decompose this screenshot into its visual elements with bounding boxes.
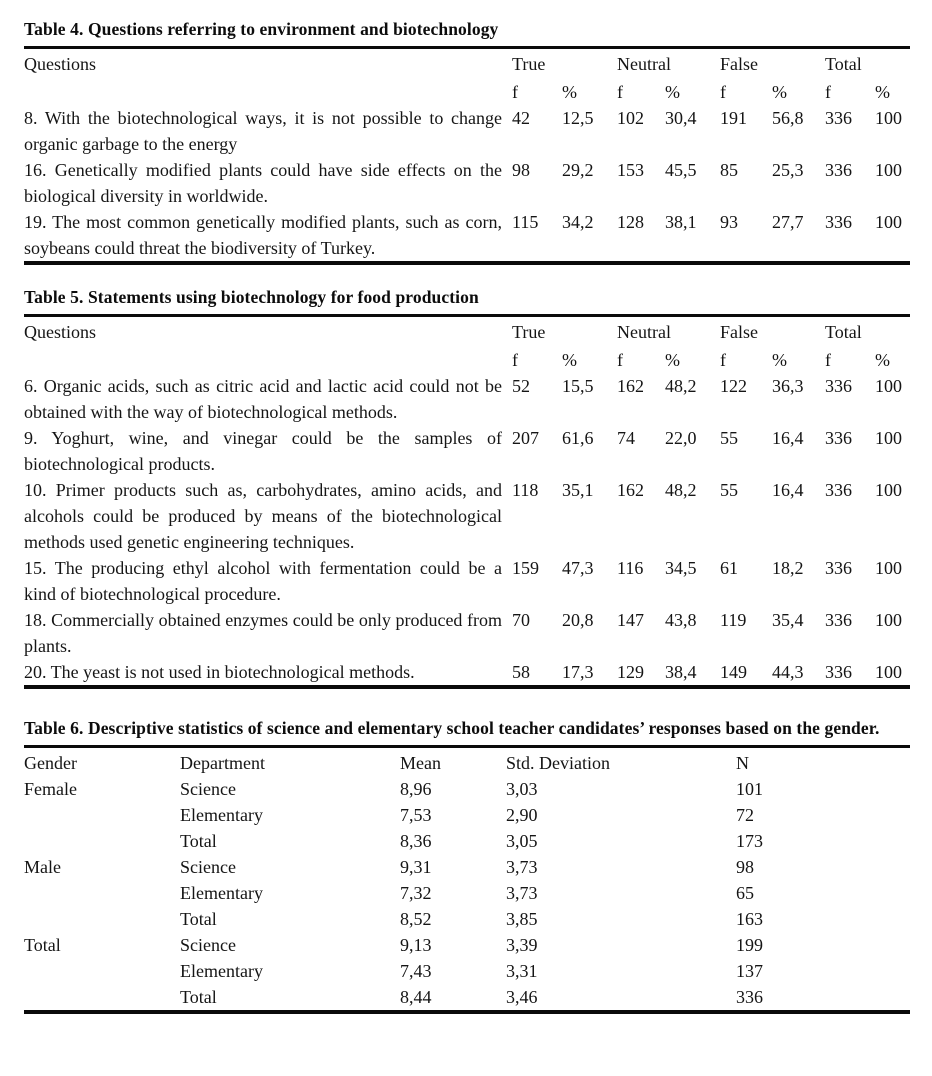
table5-subheader-pct2: % [665,350,681,370]
value-cell: 100 [875,558,903,578]
table6-header-std-deviation: Std. Deviation [506,753,610,773]
value-cell: 45,5 [665,160,697,180]
table5-subheader-pct1: % [562,350,577,370]
question-cell: 10. Primer products such as, carbohydrates, amino acids, and alcohols could be produced by means of the biotechnological methods used genetic engineering techniques. [24,480,502,552]
table6-title: Table 6. Descriptive statistics of science and elementary school teacher candidates’ responses based on the gender. [24,718,880,738]
gender-cell: Total [24,935,61,955]
gender-cell: Male [24,857,61,877]
value-cell: 207 [512,428,539,448]
std-deviation-cell: 3,73 [506,857,538,877]
value-cell: 128 [617,212,645,232]
value-cell: 100 [875,376,903,396]
department-cell: Elementary [180,883,263,903]
table-row [24,906,910,932]
value-cell: 115 [512,212,539,232]
value-cell: 159 [512,558,539,578]
table-row [24,659,910,687]
table-row [24,373,910,425]
table-row [24,828,910,854]
table-row [24,880,910,906]
question-cell: 15. The producing ethyl alcohol with fermentation could be a kind of biotechnological procedure. [24,558,502,604]
table6-header-n: N [736,753,749,773]
value-cell: 29,2 [562,160,594,180]
value-cell: 336 [825,376,853,396]
question-cell: 19. The most common genetically modified plants, such as corn, soybeans could threat the biodiversity of Turkey. [24,212,502,258]
value-cell: 336 [825,160,853,180]
value-cell: 47,3 [562,558,594,578]
table4-group-false: False [720,54,759,74]
table4-group-header-row [24,48,910,78]
table-row [24,425,910,477]
table4-title: Table 4. Questions referring to environment and biotechnology [24,19,499,39]
gender-cell [24,958,180,984]
mean-cell: 8,44 [400,987,432,1007]
table5-group-neutral: Neutral [617,322,671,342]
department-cell: Elementary [180,961,263,981]
value-cell: 336 [825,480,853,500]
value-cell: 35,4 [772,610,804,630]
value-cell: 336 [825,662,853,682]
n-cell: 173 [736,831,763,851]
table4-group-neutral: Neutral [617,54,671,74]
value-cell: 61,6 [562,428,594,448]
value-cell: 100 [875,108,903,128]
table-row [24,209,910,263]
mean-cell: 9,31 [400,857,432,877]
table5-subheader-pct4: % [875,350,891,370]
value-cell: 336 [825,108,853,128]
n-cell: 163 [736,909,763,929]
table4-subheader-f2: f [617,82,624,102]
table5-subheader-f4: f [825,350,832,370]
value-cell: 12,5 [562,108,594,128]
table4 [24,46,910,265]
mean-cell: 8,36 [400,831,432,851]
table5-questions-header: Questions [24,322,96,342]
value-cell: 118 [512,480,539,500]
question-cell: 9. Yoghurt, wine, and vinegar could be the samples of biotechnological products. [24,428,502,474]
question-cell: 18. Commercially obtained enzymes could be only produced from plants. [24,610,502,656]
table4-subheader-pct3: % [772,82,788,102]
mean-cell: 8,96 [400,779,432,799]
value-cell: 129 [617,662,645,682]
n-cell: 101 [736,779,763,799]
value-cell: 35,1 [562,480,594,500]
table6 [24,745,910,1014]
value-cell: 336 [825,428,853,448]
value-cell: 61 [720,558,739,578]
value-cell: 98 [512,160,530,180]
gender-cell: Female [24,779,77,799]
std-deviation-cell: 3,03 [506,779,538,799]
table-row [24,854,910,880]
value-cell: 36,3 [772,376,804,396]
table4-subheader-f3: f [720,82,727,102]
table4-subheader-f4: f [825,82,832,102]
table-row [24,932,910,958]
value-cell: 102 [617,108,645,128]
std-deviation-cell: 3,85 [506,909,538,929]
department-cell: Elementary [180,805,263,825]
table5-group-true: True [512,322,546,342]
table-row [24,607,910,659]
gender-cell [24,828,180,854]
table4-subheader-f1: f [512,82,518,102]
value-cell: 30,4 [665,108,697,128]
std-deviation-cell: 2,90 [506,805,538,825]
table-row [24,555,910,607]
std-deviation-cell: 3,73 [506,883,538,903]
question-cell: 6. Organic acids, such as citric acid and lactic acid could not be obtained with the way of biotechnological methods. [24,376,502,422]
n-cell: 98 [736,857,754,877]
department-cell: Science [180,779,236,799]
department-cell: Science [180,935,236,955]
gender-cell [24,906,180,932]
value-cell: 336 [825,212,853,232]
table-row [24,477,910,555]
value-cell: 18,2 [772,558,804,578]
value-cell: 74 [617,428,636,448]
value-cell: 153 [617,160,645,180]
value-cell: 149 [720,662,748,682]
value-cell: 48,2 [665,480,697,500]
value-cell: 55 [720,480,739,500]
value-cell: 16,4 [772,428,804,448]
table4-subheader-pct1: % [562,82,577,102]
department-cell: Science [180,857,236,877]
table-row [24,776,910,802]
value-cell: 58 [512,662,530,682]
department-cell: Total [180,987,217,1007]
table4-group-true: True [512,54,546,74]
value-cell: 100 [875,160,903,180]
value-cell: 34,2 [562,212,594,232]
table5-group-header-row [24,316,910,346]
n-cell: 65 [736,883,754,903]
mean-cell: 7,53 [400,805,432,825]
department-cell: Total [180,831,217,851]
table-row [24,802,910,828]
table5-subheader-f3: f [720,350,727,370]
value-cell: 44,3 [772,662,804,682]
table4-empty-header-cell [24,77,512,105]
value-cell: 43,8 [665,610,697,630]
table5-subheader-pct3: % [772,350,788,370]
table5-group-false: False [720,322,759,342]
n-cell: 336 [736,987,763,1007]
table4-questions-header: Questions [24,54,96,74]
value-cell: 100 [875,662,903,682]
std-deviation-cell: 3,05 [506,831,538,851]
value-cell: 116 [617,558,644,578]
value-cell: 17,3 [562,662,594,682]
gender-cell [24,880,180,906]
value-cell: 147 [617,610,645,630]
value-cell: 20,8 [562,610,594,630]
question-cell: 16. Genetically modified plants could have side effects on the biological diversity in worldwide. [24,160,502,206]
value-cell: 162 [617,376,645,396]
gender-cell [24,984,180,1012]
value-cell: 42 [512,108,530,128]
table6-header-gender: Gender [24,753,77,773]
mean-cell: 7,32 [400,883,432,903]
n-cell: 137 [736,961,763,981]
value-cell: 15,5 [562,376,594,396]
table5 [24,314,910,689]
n-cell: 72 [736,805,754,825]
mean-cell: 9,13 [400,935,432,955]
value-cell: 34,5 [665,558,697,578]
value-cell: 56,8 [772,108,804,128]
table-row [24,157,910,209]
value-cell: 22,0 [665,428,697,448]
value-cell: 55 [720,428,739,448]
mean-cell: 7,43 [400,961,432,981]
table4-subheader-row [24,77,910,105]
table4-subheader-pct4: % [875,82,891,102]
table5-subheader-f1: f [512,350,518,370]
value-cell: 16,4 [772,480,804,500]
value-cell: 27,7 [772,212,804,232]
table4-subheader-pct2: % [665,82,681,102]
value-cell: 119 [720,610,747,630]
table5-subheader-row [24,345,910,373]
value-cell: 48,2 [665,376,697,396]
value-cell: 38,1 [665,212,697,232]
n-cell: 199 [736,935,763,955]
value-cell: 162 [617,480,645,500]
value-cell: 191 [720,108,748,128]
question-cell: 8. With the biotechnological ways, it is not possible to change organic garbage to the energy [24,108,502,154]
department-cell: Total [180,909,217,929]
value-cell: 336 [825,610,853,630]
value-cell: 25,3 [772,160,804,180]
mean-cell: 8,52 [400,909,432,929]
value-cell: 100 [875,480,903,500]
value-cell: 100 [875,212,903,232]
table5-group-total: Total [825,322,862,342]
value-cell: 100 [875,428,903,448]
table-row [24,984,910,1012]
question-cell: 20. The yeast is not used in biotechnological methods. [24,662,415,682]
table5-title: Table 5. Statements using biotechnology for food production [24,287,479,307]
table-row [24,958,910,984]
std-deviation-cell: 3,39 [506,935,538,955]
value-cell: 38,4 [665,662,697,682]
table6-header-department: Department [180,753,265,773]
table-row [24,105,910,157]
std-deviation-cell: 3,46 [506,987,538,1007]
value-cell: 122 [720,376,748,396]
table6-header-mean: Mean [400,753,441,773]
value-cell: 100 [875,610,903,630]
table6-header-row [24,747,910,777]
value-cell: 85 [720,160,739,180]
gender-cell [24,802,180,828]
value-cell: 336 [825,558,853,578]
std-deviation-cell: 3,31 [506,961,538,981]
value-cell: 70 [512,610,530,630]
value-cell: 52 [512,376,530,396]
table5-empty-header-cell [24,345,512,373]
table4-group-total: Total [825,54,862,74]
table5-subheader-f2: f [617,350,624,370]
value-cell: 93 [720,212,739,232]
